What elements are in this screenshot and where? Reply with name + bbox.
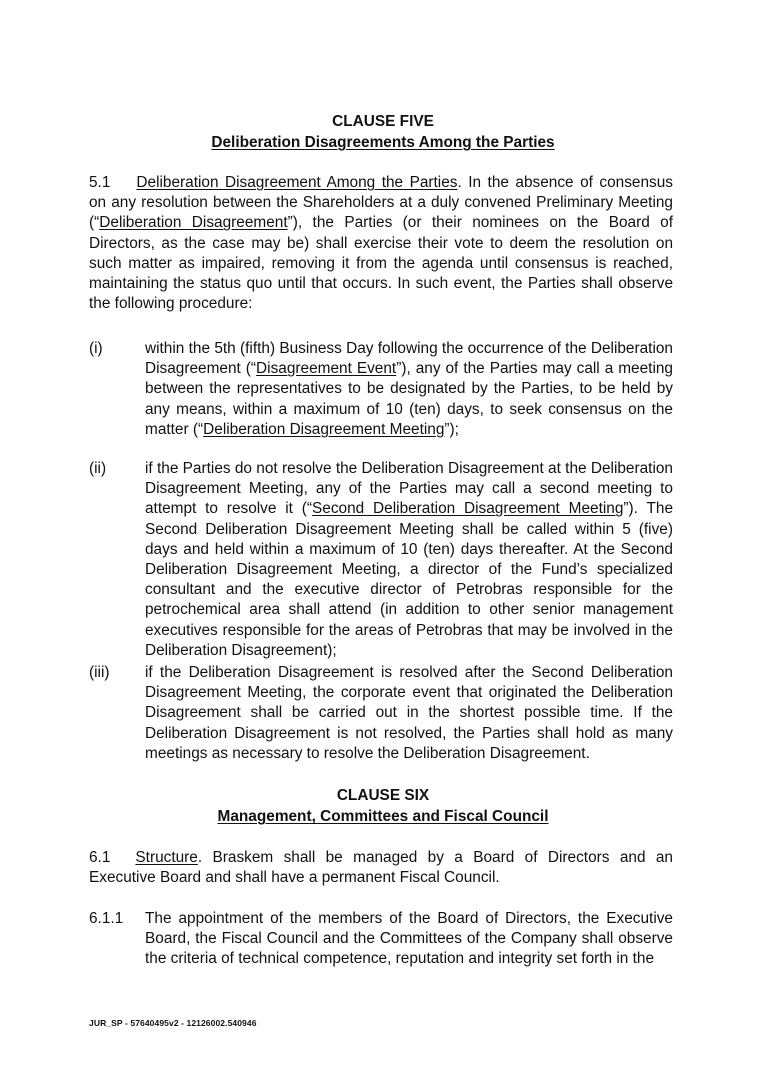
section-heading: Deliberation Disagreement Among the Parties <box>136 174 458 191</box>
section-heading: Structure <box>135 849 198 866</box>
clause-six-title: CLAUSE SIX <box>336 787 430 804</box>
defined-term: Second Deliberation Disagreement Meeting <box>312 500 624 518</box>
item-label: (iii) <box>89 664 110 681</box>
section-5-1: 5.1 Deliberation Disagreement Among the Parties. In the absence of consensus on any resolution between the Shareholders at a duly convened Preliminary Meeting (“Deliberation Disagreement”), the Parties (or their nominees on the Board of Directors, as the case may be) shall exercise their vote to deem the resolution on such matter as impaired, removing it from the agenda until consensus is reached, maintaining the status quo until that occurs. In such event, the Parties shall observe the following procedure: <box>89 174 673 313</box>
clause-five-subtitle: Deliberation Disagreements Among the Parties <box>211 134 555 151</box>
defined-term: Deliberation Disagreement Meeting <box>203 420 445 438</box>
section-text: The appointment of the members of the Board of Directors, the Executive Board, the Fiscal Council and the Committees of the Company shall observe the criteria of technical competence, reputation and integrity set forth in the <box>145 910 673 968</box>
item-label: (i) <box>89 340 103 357</box>
item-text: within the 5th (fifth) Business Day following the occurrence of the Deliberation Disagreement (“Disagreement Event”), any of the Parties may call a meeting between the representatives to be designated by the Parties, to be held by any means, within a maximum of 10 (ten) days, to seek consensus on the matter (“Deliberation Disagreement Meeting”); <box>145 340 673 438</box>
clause-five-title: CLAUSE FIVE <box>332 113 434 130</box>
document-reference: JUR_SP - 57640495v2 - 12126002.540946 <box>89 1018 257 1028</box>
section-6-1: 6.1 Structure. Braskem shall be managed by a Board of Directors and an Executive Board and shall have a permanent Fiscal Council. <box>89 849 673 887</box>
item-text: if the Deliberation Disagreement is resolved after the Second Deliberation Disagreement Meeting, the corporate event that originated the Deliberation Disagreement shall be carried out in the shortest possible time. If the Deliberation Disagreement is not resolved, the Parties shall hold as many meetings as necessary to resolve the Deliberation Disagreement. <box>145 664 673 762</box>
defined-term: Disagreement Event <box>256 360 397 378</box>
section-number: 6.1 <box>89 849 111 866</box>
clause-six-subtitle: Management, Committees and Fiscal Council <box>217 808 549 825</box>
section-number: 6.1.1 <box>89 910 124 927</box>
section-number: 5.1 <box>89 174 111 191</box>
defined-term: Deliberation Disagreement <box>99 214 288 232</box>
item-label: (ii) <box>89 460 107 477</box>
item-text: if the Parties do not resolve the Deliberation Disagreement at the Deliberation Disagreement Meeting, any of the Parties may call a second meeting to attempt to resolve it (“Second Deliberation Disagreement Meeting”). The Second Deliberation Disagreement Meeting shall be called within 5 (five) days and held within a maximum of 10 (ten) days thereafter. At the Second Deliberation Disagreement Meeting, a director of the Fund’s specialized consultant and the executive director of Petrobras responsible for the petrochemical area shall attend (in addition to other senior management executives responsible for the areas of Petrobras that may be involved in the Deliberation Disagreement); <box>145 460 673 659</box>
